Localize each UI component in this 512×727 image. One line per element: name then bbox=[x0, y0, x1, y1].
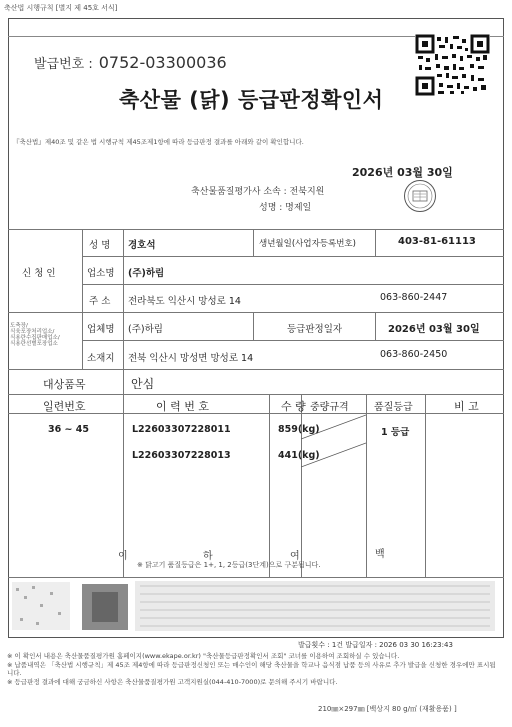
grade-scale-note: ※ 닭고기 품질등급은 1+, 1, 2등급(3단계)으로 구분됩니다. bbox=[137, 561, 321, 569]
col-divider-i bbox=[269, 394, 270, 577]
applicant-phone-value: 063-860-2447 bbox=[380, 292, 448, 303]
col-divider-a bbox=[82, 229, 83, 369]
blank-marker-i: 이 bbox=[118, 551, 128, 562]
page-title: 축산물 (닭) 등급판정확인서 bbox=[119, 88, 384, 112]
paper-spec: 210㎜×297㎜ [백상지 80 g/㎡ (재활용품) ] bbox=[318, 705, 457, 713]
col-divider-d bbox=[375, 229, 376, 256]
slaughter-date-value: 2026년 03월 30일 bbox=[388, 324, 480, 335]
note-3: ※ 등급판정 결과에 대해 궁금하신 사항은 축산물품질평가원 고객지원실(044-410-7000)로 문의해 주시기 바랍니다. bbox=[7, 677, 338, 686]
col-divider-c bbox=[253, 229, 254, 256]
row-divider-5 bbox=[8, 369, 504, 370]
col-divider-f bbox=[375, 312, 376, 340]
security-barcode-strip bbox=[10, 578, 502, 633]
applicant-section-label: 신 청 인 bbox=[22, 268, 56, 279]
issue-number-label: 발급번호 : bbox=[34, 57, 93, 72]
form-caption: 축산법 시행규칙 [별지 제 45호 서식] bbox=[4, 4, 118, 12]
applicant-company-value: (주)하림 bbox=[128, 268, 165, 279]
row-2-trace: L22603307228013 bbox=[132, 450, 231, 461]
slaughter-phone-value: 063-860-2450 bbox=[380, 349, 448, 360]
print-info: 발급횟수 : 1건 발급일자 : 2026 03 30 16:23:43 bbox=[298, 641, 453, 649]
col-header-weight: 중량규격 bbox=[310, 402, 349, 413]
issue-number-value: 0752-03300036 bbox=[98, 53, 227, 72]
intro-statement: 『축산법』제40조 및 같은 법 시행규칙 제45조제1항에 따라 등급판정 결과를 아래와 같이 확인합니다. bbox=[13, 138, 304, 146]
row-1-trace: L22603307228011 bbox=[132, 424, 231, 435]
applicant-birth-value: 403-81-61113 bbox=[398, 236, 476, 247]
slaughter-company-value: (주)하림 bbox=[128, 324, 163, 335]
row-2-qty: 441(kg) bbox=[278, 450, 320, 461]
issue-number-block bbox=[34, 53, 227, 72]
row-divider-4 bbox=[82, 340, 504, 341]
product-label: 대상품목 bbox=[43, 378, 86, 391]
col-divider-k bbox=[366, 394, 367, 577]
blank-marker-baek: 백 bbox=[375, 549, 385, 560]
product-value: 안심 bbox=[131, 377, 155, 391]
grader-affiliation: 축산물품질평가사 소속 : 전북지원 bbox=[191, 187, 325, 197]
slaughter-section-label: 도축장/ 식육포장처리업소/ 식용란수집판매업소/ 식용란선별포장업소 bbox=[10, 323, 60, 347]
applicant-company-label: 업소명 bbox=[87, 268, 115, 279]
row-divider-2 bbox=[82, 284, 504, 285]
col-header-grade: 품질등급 bbox=[374, 402, 413, 413]
row-1-qty: 859(kg) bbox=[278, 424, 320, 435]
qr-code-icon bbox=[415, 34, 490, 96]
grader-name: 성명 : 명제일 bbox=[259, 203, 312, 213]
row-divider-1 bbox=[82, 256, 504, 257]
slaughter-company-label: 업체명 bbox=[87, 324, 115, 335]
row-divider-6 bbox=[8, 394, 504, 395]
col-divider-e bbox=[253, 312, 254, 340]
slaughter-location-value: 전북 익산시 망성면 망성로 14 bbox=[128, 353, 254, 364]
blank-marker-yeo: 여 bbox=[290, 551, 300, 562]
note-1: ※ 이 확인서 내용은 축산물품질평가원 홈페이지(www.ekape.or.kr) "축산물등급판정확인서 조회" 코너를 이용하여 조회하실 수 있습니다. bbox=[7, 652, 400, 660]
applicant-address-label: 주 소 bbox=[89, 296, 111, 307]
col-divider-g bbox=[123, 369, 124, 394]
col-header-remark: 비 고 bbox=[454, 400, 479, 413]
col-header-trace: 이 력 번 호 bbox=[156, 400, 209, 413]
applicant-address-value: 전라북도 익산시 망성로 14 bbox=[128, 296, 241, 307]
col-header-qty: 수 량 bbox=[281, 400, 306, 413]
issue-date: 2026년 03월 30일 bbox=[352, 166, 453, 179]
col-divider-l bbox=[425, 394, 426, 577]
official-seal-icon bbox=[403, 179, 437, 213]
slaughter-location-label: 소재지 bbox=[87, 353, 115, 364]
notes-block bbox=[7, 652, 497, 686]
row-1-serial: 36 ~ 45 bbox=[48, 424, 90, 435]
blank-marker-ha: 하 bbox=[203, 551, 213, 562]
note-2: ※ 납품내역은 「축산법 시행규칙」제 45조 제4항에 따라 등급판정신청인 또는 매수인이 해당 축산물을 학교나 음식점 납품 등의 사유로 추가 발급을 신청한 경우에만 표시됩니다. bbox=[7, 660, 496, 678]
row-1-grade: 1 등급 bbox=[381, 427, 410, 438]
slaughter-date-label: 등급판정일자 bbox=[287, 324, 343, 335]
col-divider-b bbox=[123, 229, 124, 369]
applicant-name-value: 경호석 bbox=[128, 240, 156, 251]
applicant-birth-label: 생년월일(사업자등록번호) bbox=[259, 239, 356, 249]
applicant-name-label: 성 명 bbox=[89, 240, 111, 251]
col-header-serial: 일련번호 bbox=[43, 400, 86, 413]
